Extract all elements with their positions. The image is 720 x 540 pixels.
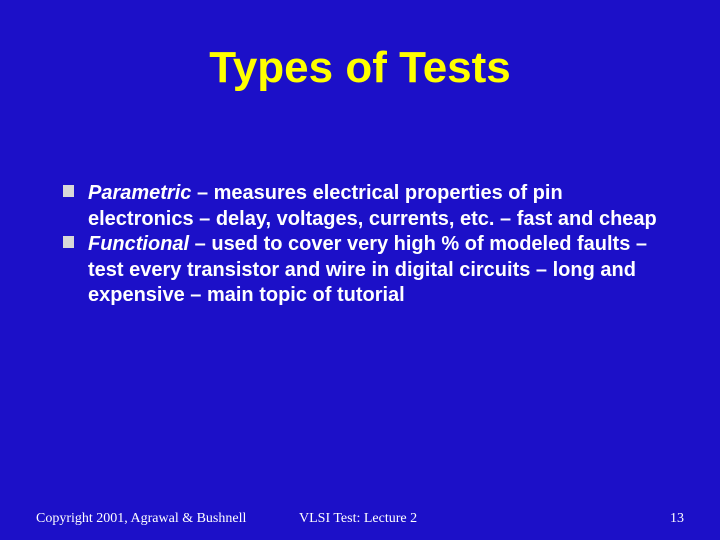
footer-lecture: VLSI Test: Lecture 2 <box>299 511 418 526</box>
bullet-term: Functional <box>88 233 190 255</box>
footer-copyright: Copyright 2001, Agrawal & Bushnell <box>36 511 247 526</box>
bullet-item-parametric <box>60 181 660 232</box>
bullet-item-functional <box>60 232 660 309</box>
slide-title: Types of Tests <box>209 43 511 92</box>
square-bullet-icon <box>63 185 74 197</box>
square-bullet-icon <box>63 236 74 248</box>
bullet-term: Parametric <box>88 182 192 204</box>
bullet-text: – measures electrical properties of pin electronics – delay, voltages, currents, etc. – fast and cheap <box>88 182 657 230</box>
bullet-list <box>60 181 660 309</box>
bullet-text: – used to cover very high % of modeled faults – test every transistor and wire in digital circuits – long and expensive – main topic of tutorial <box>88 233 647 306</box>
footer-page-number: 13 <box>670 511 684 526</box>
